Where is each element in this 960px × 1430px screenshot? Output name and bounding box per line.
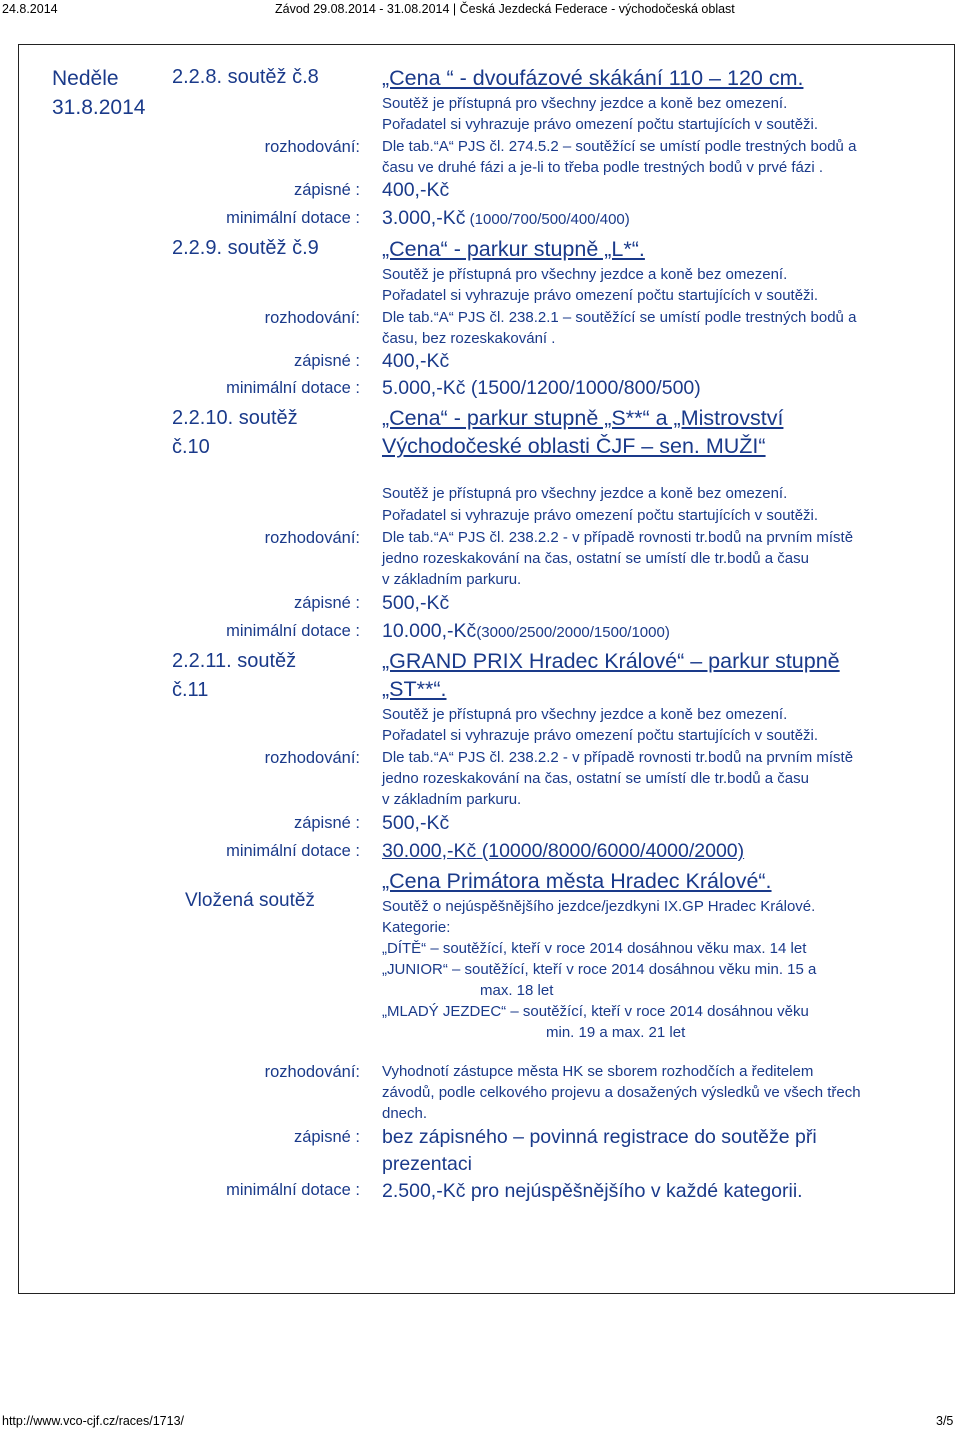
competition-11-decision-2: jedno rozeskakování na čas, ostatní se umístí dle tr.bodů a času [382, 770, 809, 787]
competition-11-prize [382, 840, 744, 863]
competition-10-prize-label: minimální dotace : [226, 622, 360, 640]
competition-8-prize [382, 207, 630, 230]
competition-9-number: 2.2.9. soutěž č.9 [172, 237, 319, 259]
inserted-competition-description: Soutěž o nejúspěšnějšího jezdce/jezdkyni IX.GP Hradec Králové. [382, 898, 816, 915]
competition-8-decision-2: času ve druhé fázi a je-li to třeba podle trestných bodů v prvé fázi . [382, 159, 824, 176]
competition-11-open: Soutěž je přístupná pro všechny jezdce a koně bez omezení. [382, 706, 788, 723]
competition-11-prize-main: 30.000,-Kč [382, 840, 477, 862]
competition-11-decision-label: rozhodování: [264, 749, 360, 767]
competition-11-prize-detail: (10000/8000/6000/4000/2000) [476, 840, 745, 862]
category-young-rider: „MLADÝ JEZDEC“ – soutěžící, kteří v roce 2014 dosáhnou věku [382, 1003, 809, 1020]
competition-10-fee-label: zápisné : [293, 594, 360, 612]
competition-10-prize-main: 10.000,-Kč [382, 620, 477, 642]
competition-11-number-2: č.11 [172, 679, 209, 701]
competition-10-prize-detail: (3000/2500/2000/1500/1000) [476, 624, 670, 641]
inserted-competition-categories: Kategorie: [382, 919, 451, 936]
competition-10-decision-3: v základním parkuru. [382, 571, 522, 588]
competition-8-open: Soutěž je přístupná pro všechny jezdce a koně bez omezení. [382, 95, 788, 112]
competition-8-prize-detail: (1000/700/500/400/400) [465, 211, 630, 228]
competition-9-decision-2: času, bez rozeskakování . [382, 330, 556, 347]
competition-8-number: 2.2.8. soutěž č.8 [172, 66, 319, 88]
category-young-rider-cont: min. 19 a max. 21 let [546, 1024, 686, 1041]
competition-9-limit: Pořadatel si vyhrazuje právo omezení počtu startujících v soutěži. [382, 287, 819, 304]
competition-9-decision-1: Dle tab.“A“ PJS čl. 238.2.1 – soutěžící se umístí podle trestných bodů a [382, 309, 857, 326]
competition-10-decision-label: rozhodování: [264, 529, 360, 547]
competition-9-decision-label: rozhodování: [264, 309, 360, 327]
competition-8-decision-1: Dle tab.“A“ PJS čl. 274.5.2 – soutěžící se umístí podle trestných bodů a [382, 138, 857, 155]
competition-8-prize-label: minimální dotace : [226, 209, 360, 227]
competition-11-decision-1: Dle tab.“A“ PJS čl. 238.2.2 - v případě rovnosti tr.bodů na prvním místě [382, 749, 854, 766]
competition-8-fee-label: zápisné : [293, 181, 360, 199]
competition-10-open: Soutěž je přístupná pro všechny jezdce a koně bez omezení. [382, 485, 788, 502]
inserted-competition-title: „Cena Primátora města Hradec Králové“. [382, 869, 772, 893]
competition-10-limit: Pořadatel si vyhrazuje právo omezení počtu startujících v soutěži. [382, 507, 819, 524]
category-junior: „JUNIOR“ – soutěžící, kteří v roce 2014 dosáhnou věku min. 15 a [382, 961, 817, 978]
competition-8-prize-main: 3.000,-Kč [382, 207, 466, 229]
inserted-prize-main: 2.500,-Kč [382, 1180, 466, 1202]
inserted-prize-rest: pro nejúspěšnějšího v každé kategorii. [465, 1180, 803, 1202]
competition-9-title: „Cena“ - parkur stupně „L*“. [382, 237, 645, 261]
competition-8-limit: Pořadatel si vyhrazuje právo omezení počtu startujících v soutěži. [382, 116, 819, 133]
inserted-prize [382, 1180, 803, 1203]
competition-10-prize [382, 620, 670, 643]
competition-11-title-1: „GRAND PRIX Hradec Králové“ – parkur stupně [382, 649, 840, 673]
competition-9-fee: 400,-Kč [382, 350, 450, 372]
footer-page: 3/5 [936, 1414, 954, 1428]
footer-url[interactable]: http://www.vco-cjf.cz/races/1713/ [2, 1414, 185, 1428]
inserted-fee-1: bez zápisného – povinná registrace do soutěže při [382, 1126, 817, 1148]
competition-9-fee-label: zápisné : [293, 352, 360, 370]
inserted-fee-2: prezentaci [382, 1153, 472, 1175]
competition-11-prize-label: minimální dotace : [226, 842, 360, 860]
inserted-competition-label: Vložená soutěž [185, 890, 315, 911]
inserted-fee-label: zápisné : [293, 1128, 360, 1146]
competition-11-decision-3: v základním parkuru. [382, 791, 522, 808]
competition-10-fee: 500,-Kč [382, 592, 450, 614]
competition-10-decision-1: Dle tab.“A“ PJS čl. 238.2.2 - v případě rovnosti tr.bodů na prvním místě [382, 529, 854, 546]
competition-10-number-1: 2.2.10. soutěž [172, 407, 298, 429]
header-date: 24.8.2014 [2, 2, 58, 16]
category-child: „DÍTĚ“ – soutěžící, kteří v roce 2014 dosáhnou věku max. 14 let [382, 940, 807, 957]
inserted-decision-1: Vyhodnotí zástupce města HK se sborem rozhodčích a ředitelem [382, 1063, 814, 1080]
competition-8-decision-label: rozhodování: [264, 138, 360, 156]
day-date: 31.8.2014 [52, 96, 146, 119]
competition-11-number-1: 2.2.11. soutěž [172, 650, 297, 672]
competition-11-fee-label: zápisné : [293, 814, 360, 832]
competition-11-limit: Pořadatel si vyhrazuje právo omezení počtu startujících v soutěži. [382, 727, 819, 744]
competition-9-prize: 5.000,-Kč (1500/1200/1000/800/500) [382, 377, 701, 399]
inserted-decision-3: dnech. [382, 1105, 428, 1122]
competition-10-title-2: Východočeské oblasti ČJF – sen. MUŽI“ [382, 434, 766, 458]
inserted-decision-2: závodů, podle celkového projevu a dosažených výsledků ve všech třech [382, 1084, 861, 1101]
competition-8-title: „Cena “ - dvoufázové skákání 110 – 120 cm. [382, 66, 804, 90]
competition-10-title-1: „Cena“ - parkur stupně „S**“ a „Mistrovství [382, 406, 784, 430]
header-title: Závod 29.08.2014 - 31.08.2014 | Česká Jezdecká Federace - východočeská oblast [275, 2, 735, 16]
competition-11-fee: 500,-Kč [382, 812, 450, 834]
competition-11-title-2: „ST**“. [382, 677, 447, 701]
competition-9-open: Soutěž je přístupná pro všechny jezdce a koně bez omezení. [382, 266, 788, 283]
inserted-prize-label: minimální dotace : [226, 1181, 360, 1199]
competition-9-prize-label: minimální dotace : [226, 379, 360, 397]
competition-10-decision-2: jedno rozeskakování na čas, ostatní se umístí dle tr.bodů a času [382, 550, 809, 567]
category-junior-cont: max. 18 let [480, 982, 554, 999]
competition-10-number-2: č.10 [172, 436, 210, 458]
inserted-decision-label: rozhodování: [264, 1063, 360, 1081]
competition-8-fee: 400,-Kč [382, 179, 450, 201]
day-name: Neděle [52, 67, 119, 90]
